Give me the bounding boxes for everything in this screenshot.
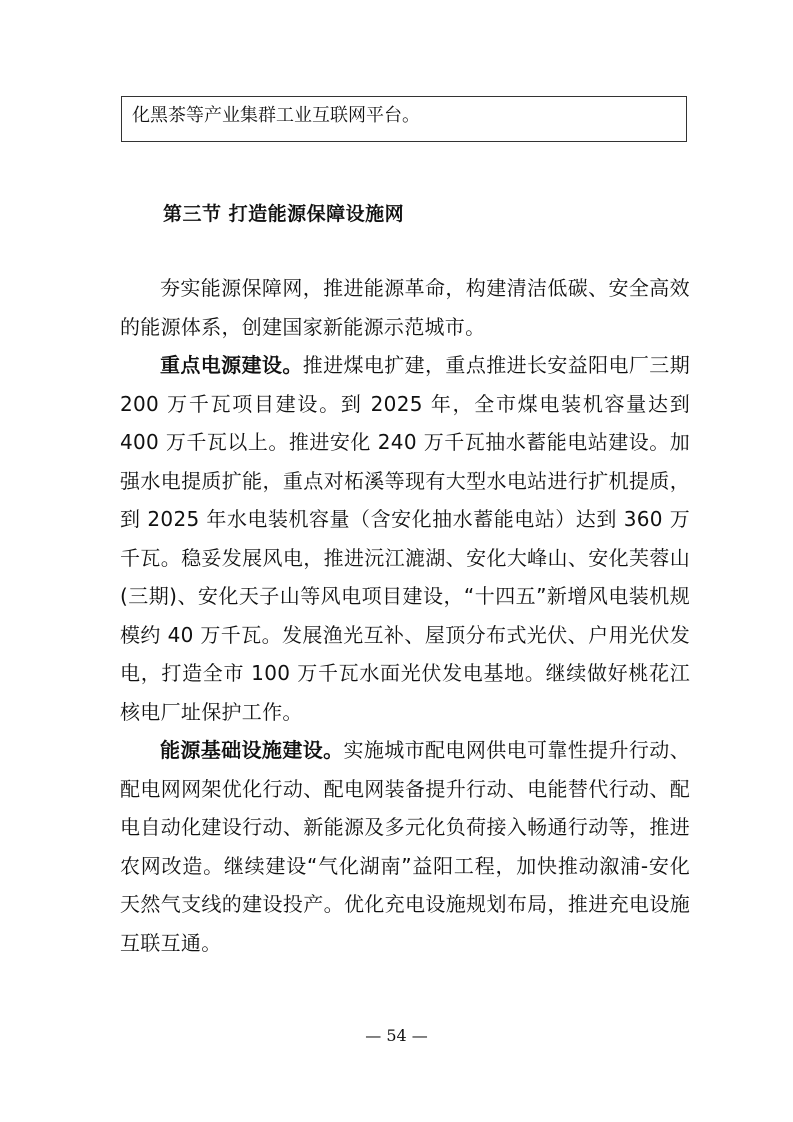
infrastructure-text: 实施城市配电网供电可靠性提升行动、配电网网架优化行动、配电网装备提升行动、电能替代行动、配电自动化建设行动、新能源及多元化负荷接入畅通行动等，推进农网改造。继续建设“气化湖南”益阳工程，加快推动溆浦-安化天然气支线的建设投产。优化充电设施规划布局，推进充电设施互联互通。 [120,738,690,955]
intro-paragraph: 夯实能源保障网，推进能源革命，构建清洁低碳、安全高效的能源体系，创建国家新能源示范城市。 [120,276,690,339]
power-source-text: 推进煤电扩建，重点推进长安益阳电厂三期 200 万千瓦项目建设。到 2025 年，全市煤电装机容量达到 400 万千瓦以上。推进安化 240 万千瓦抽水蓄能电站建设。加强水电提质扩能，重点对柘溪等现有大型水电站进行扩机提质，到 2025 年水电装机容量（含安化抽水蓄能电站）达到 360 万千瓦。稳妥发展风电，推进沅江漉湖、安化大峰山、安化芙蓉山(三期)、安化天子山等风电项目建设，“十四五”新增风电装机规模约 40 万千瓦。发展渔光互补、屋顶分布式光伏、户用光伏发电，打造全市 100 万千瓦水面光伏发电基地。继续做好桃花江核电厂址保护工作。 [120,353,690,724]
infrastructure-paragraph [120,731,690,962]
page-number: — 54 — [365,1026,428,1045]
section-heading: 第三节 打造能源保障设施网 [163,203,405,225]
power-source-paragraph [120,346,690,731]
infrastructure-title: 能源基础设施建设。 [160,738,344,762]
body-text [120,269,690,962]
continued-text-box [121,96,687,142]
box-text: 化黑茶等产业集群工业互联网平台。 [132,105,420,126]
power-source-title: 重点电源建设。 [160,353,303,377]
